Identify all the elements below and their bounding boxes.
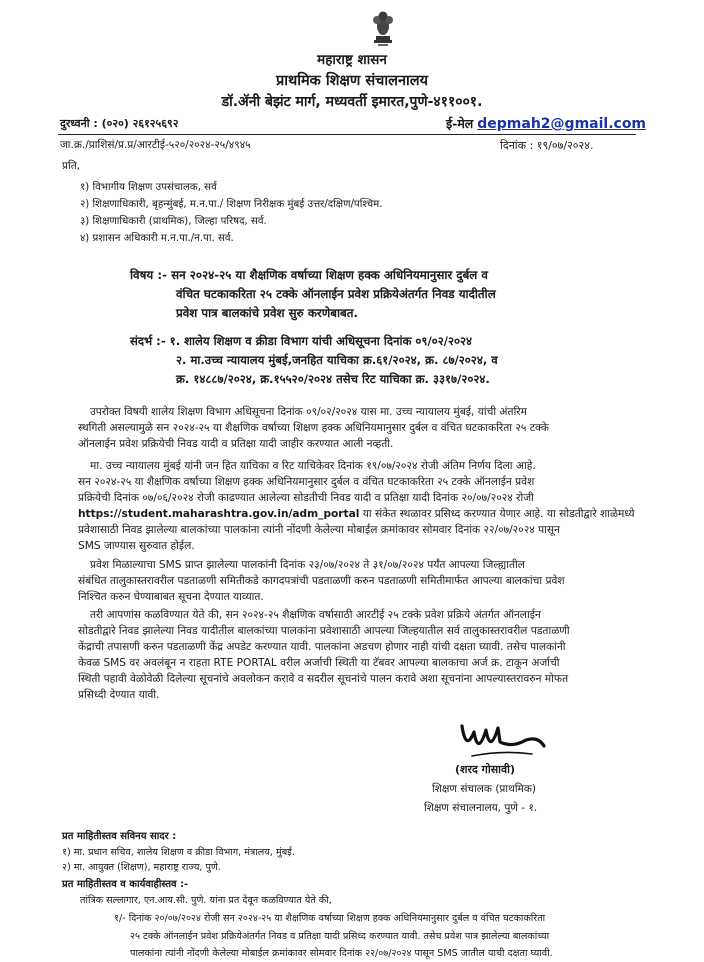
text-line: तरी आपणांस कळविण्यात येते की, सन २०२४-२५ शैक्षणिक वर्षासाठी आरटीई २५ टक्के प्रवेश प्रक्रिये अंतर्गत ऑनलाईन — [90, 609, 541, 621]
email-block — [446, 115, 646, 132]
text-line: केंद्राची तपासणी करुन पडताळणी केंद्र अपडेट करण्यात यावी. पालकांना अडचण होणार नाही यांची दक्षता घ्यावी. तसेच पालकांनी — [78, 641, 566, 654]
recipient-item: ३) शिक्षणाधिकारी (प्राथमिक), जिल्हा परिषद, सर्व. — [80, 216, 267, 227]
header-divider — [58, 134, 636, 135]
copy-action-line: १/- दिनांक २०/०७/२०२४ रोजी सन २०२४-२५ या शैक्षणिक वर्षाच्या शिक्षण हक्क अधिनियमानुसार दुर्बल व वंचित घटकाकरिता — [114, 913, 546, 924]
subject-line: वंचित घटकाकरिता २५ टक्के ऑनलाईन प्रवेश प्रक्रियेअंतर्गत निवड यादीतील — [176, 287, 496, 301]
state-emblem — [364, 6, 402, 50]
to-label: प्रति, — [62, 160, 81, 172]
signatory-name: (शरद गोसावी) — [455, 763, 515, 776]
reference-line: क्र. १४८८७/२०२४, क्र.१५५२०/२०२४ तसेच रिट याचिका क्र. ३३१७/२०२४. — [176, 372, 490, 386]
body-paragraph-2 — [78, 458, 638, 555]
copy-action-line: २५ टक्के ऑनलाईन प्रवेश प्रक्रियेअंतर्गत निवड व प्रतिक्षा यादी प्रसिध्द करण्यात यावी. तसेच प्रवेश पात्र झालेल्या बालकांच्या — [130, 931, 550, 942]
text-line: स्थिती पहावी वेळोवेळी दिलेल्या सूचनांचे अवलोकन करावे व सदरील सूचनांचे पालन करावे अशा सूचनांना आपल्यास्तरावरुन मोफत — [78, 673, 569, 686]
text-line: निश्चित करुन घेण्याबाबत सूचना देण्यात याव्यात. — [78, 591, 264, 604]
text-line: प्रवेश मिळाल्याचा SMS प्राप्त झालेल्या पालकांनी दिनांक २३/०७/२०२४ ते ३१/०७/२०२४ पर्यंत आपल्या जिल्ह्यातील — [90, 559, 525, 571]
letter-date: दिनांक : १९/०७/२०२४. — [500, 139, 594, 152]
text-line: ऑनलाईन प्रवेश प्रक्रियेची निवड यादी व प्रतिक्षा यादी जाहीर करण्यात आली नव्हती. — [78, 438, 394, 451]
copy-submitted-item: २) मा. आयुक्त (शिक्षण), महाराष्ट्र राज्य, पुणे. — [62, 862, 221, 873]
subject-line: विषय :- सन २०२४-२५ या शैक्षणिक वर्षाच्या शिक्षण हक्क अधिनियमानुसार दुर्बल व — [130, 268, 488, 282]
copy-submitted-item: १) मा. प्रधान सचिव, शालेय शिक्षण व क्रीडा विभाग, मंत्रालय, मुंबई. — [62, 847, 295, 858]
text-line: केवळ SMS वर अवलंबून न राहता RTE PORTAL वरील अर्जाची स्थिती या टॅबवर आपल्या बालकाचा अर्ज क्र. टाकून अर्जाची — [78, 657, 560, 670]
signatory-designation: शिक्षण संचालक (प्राथमिक) — [432, 783, 536, 795]
copy-action-heading: प्रत माहितीस्तव व कार्यवाहीस्तव :- — [62, 879, 189, 890]
email-link[interactable]: depmah2@gmail.com — [477, 116, 647, 132]
text-line: मा. उच्च न्यायालय मुंबई यांनी जन हित याचिका व रिट याचिकेवर दिनांक १९/०७/२०२४ रोजी अंतिम निर्णय दिला आहे. — [90, 460, 536, 472]
body-paragraph-4 — [78, 607, 638, 704]
email-label: ई-मेल — [446, 116, 474, 131]
reference-line: २. मा.उच्च न्यायालय मुंबई,जनहित याचिका क्र.६१/२०२४, क्र. ८७/२०२४, व — [176, 353, 498, 367]
recipient-item: ४) प्रशासन अधिकारी म.न.पा./न.पा. सर्व. — [80, 233, 234, 244]
text-line: प्रवेशासाठी निवड झालेल्या बालकांच्या पालकांना त्यांनी नोंदणी केलेल्या मोबाईल क्रमांकावर सोमवार दिनांक २२/०७/२०२४ पासून — [78, 524, 560, 537]
reference-number: जा.क्र./प्राशिसं/प्र.प्र/आरटीई-५२०/२०२४-२५/४९४५ — [60, 139, 251, 151]
text-line: प्रसिध्दी देण्यात यावी. — [78, 689, 160, 702]
text-line: सोडतीद्वारे निवड झालेल्या निवड यादीतील बालकांच्या पालकांना प्रवेशासाठी आपल्या जिल्हयातील सर्व तालुकास्तरावरील पडताळणी — [78, 625, 570, 638]
phone-number: दुरध्वनी : (०२०) २६१२५६९२ — [60, 117, 179, 130]
handwritten-signature — [452, 712, 552, 764]
office-address: डॉ.ॲनी बेझंट मार्ग, मध्यवर्ती इमारत,पुणे-४११००१. — [221, 94, 483, 110]
text-line: संबंधित तालुकास्तरावरील पडताळणी समितीकडे कागदपत्रांची पडताळणी करुन पडताळणी समितीमार्फत आपल्या बालकांचा प्रवेश — [78, 575, 565, 588]
copy-action-line: तांत्रिक सल्लागार, एन.आय.सी. पुणे. यांना प्रत देवून कळविण्यात येते की, — [80, 895, 332, 906]
signatory-office: शिक्षण संचालनालय, पुणे - १. — [424, 802, 538, 814]
text-fragment: या संकेत स्थळावर प्रसिध्द करण्यात येणार आहे. या सोडतीद्वारे शाळेमध्ये — [359, 508, 635, 521]
body-paragraph-3 — [78, 557, 638, 605]
recipient-item: २) शिक्षणाधिकारी, बृहन्मुंबई, म.न.पा./ शिक्षण निरीक्षक मुंबई उत्तर/दक्षिण/पश्चिम. — [80, 199, 383, 210]
reference-line: संदर्भ :- १. शालेय शिक्षण व क्रीडा विभाग यांची अधिसूचना दिनांक ०९/०२/२०२४ — [130, 334, 473, 348]
text-line: स्थगिती असल्यामुळे सन २०२४-२५ या शैक्षणिक वर्षाच्या शिक्षण हक्क अधिनियमानुसार दुर्बल व वंचित घटकाकरिता २५ टक्के — [78, 422, 549, 435]
government-name: महाराष्ट्र शासन — [317, 52, 387, 68]
body-paragraph-1 — [78, 404, 638, 452]
copy-action-line: पालकांना त्यांनी नोंदणी केलेल्या मोबाईल क्रमांकावर सोमवार दिनांक २२/०७/२०२४ पासून SMS जातील याची दक्षता घ्यावी. — [130, 948, 553, 959]
text-line: सन २०२४-२५ या शैक्षणिक वर्षाच्या शिक्षण हक्क अधिनियमानुसार दुर्बल व वंचित घटकाकरिता २५ टक्के ऑनलाईन प्रवेश — [78, 476, 535, 489]
recipient-item: १) विभागीय शिक्षण उपसंचालक, सर्व — [80, 182, 217, 193]
text-line: उपरोक्त विषयी शालेय शिक्षण विभाग अधिसूचना दिनांक ०९/०२/२०२४ यास मा. उच्च न्यायालय मुंबई, यांची अंतरिम — [90, 406, 527, 418]
text-line: SMS जाण्यास सुरुवात होईल. — [78, 540, 195, 553]
portal-url-link[interactable]: https://student.maharashtra.gov.in/adm_portal — [78, 508, 360, 521]
text-line — [78, 506, 638, 522]
subject-line: प्रवेश पात्र बालकांचे प्रवेश सुरु करणेबाबत. — [176, 306, 358, 320]
copy-submitted-heading: प्रत माहितीस्तव सविनय सादर : — [62, 831, 177, 842]
directorate-name: प्राथमिक शिक्षण संचालनालय — [275, 73, 429, 89]
text-line: प्रक्रियेची दिनांक ०७/०६/२०२४ रोजी काढण्यात आलेल्या सोडतीची निवड यादी व प्रतिक्षा यादी दिनांक २०/०७/२०२४ रोजी — [78, 492, 534, 505]
